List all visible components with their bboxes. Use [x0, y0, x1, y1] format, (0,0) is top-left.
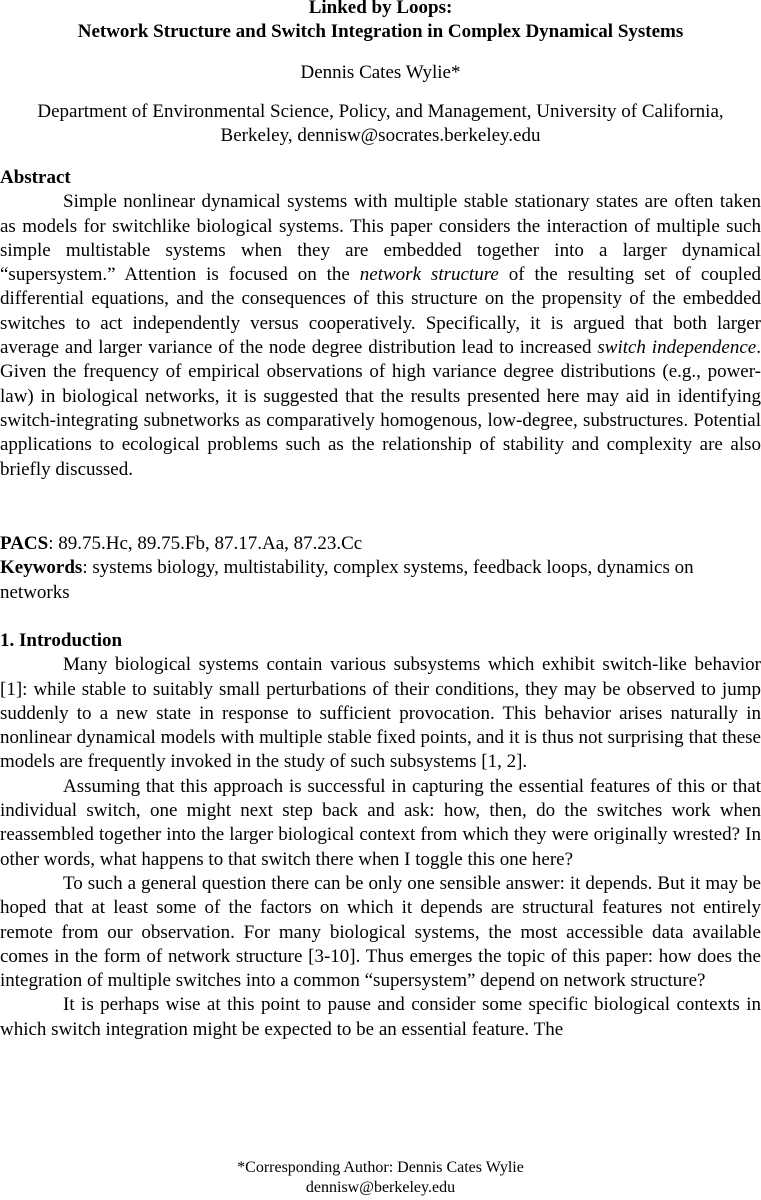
- abstract-section: [0, 166, 761, 482]
- pacs-line: [0, 532, 761, 556]
- footnote-email: dennisw@berkeley.edu: [305, 1179, 456, 1196]
- author-affiliation: Department of Environmental Science, Policy, and Management, University of California, Berkeley, dennisw@socrates.berkeley.edu: [37, 101, 724, 146]
- emphasis-switch-independence: switch independence: [597, 337, 757, 359]
- footnote-author: *Corresponding Author: Dennis Cates Wylie: [237, 1159, 524, 1176]
- intro-paragraph: Assuming that this approach is successful in capturing the essential features of this or that individual switch, one might next step back and ask: how, then, do the switches work when reassembled together into the larger biological context from which they were originally wrested? In other words, what happens to that switch there when I toggle this one here?: [0, 775, 761, 870]
- introduction-section: [0, 629, 761, 1042]
- pacs-value: : 89.75.Hc, 89.75.Fb, 87.17.Aa, 87.23.Cc: [48, 533, 363, 554]
- title-line-2: Network Structure and Switch Integration in Complex Dynamical Systems: [77, 21, 684, 42]
- abstract-text: Simple nonlinear dynamical systems with multiple stable stationary states are often taken as models for switchlike biological systems. This paper considers the interaction of multiple such simple multistable systems when they are embedded together into a larger dynamical “supersystem.” Attention is focused on the network structure of the resulting set of coupled differential equations, and the consequences of this structure on the propensity of the embedded switches to act independently versus cooperatively. Specifically, it is argued that both larger average and larger variance of the node degree distribution lead to increased switch independence. Given the frequency of empirical observations of high variance degree distributions (e.g., power-law) in biological networks, it is suggested that the results presented here may aid in identifying switch-integrating subnetworks as comparatively homogenous, low-degree, substructures. Potential applications to ecological problems such as the relationship of stability and complexity are also briefly discussed.: [0, 191, 761, 480]
- pacs-keywords-section: [0, 532, 761, 605]
- abstract-heading: Abstract: [0, 167, 71, 188]
- keywords-value: : systems biology, multistability, complex systems, feedback loops, dynamics on networks: [0, 557, 694, 603]
- intro-paragraph: It is perhaps wise at this point to pause and consider some specific biological contexts in which switch integration might be expected to be an essential feature. The: [0, 994, 761, 1040]
- pacs-label: PACS: [0, 533, 49, 554]
- author-name: Dennis Cates Wylie*: [300, 62, 461, 83]
- intro-paragraph: Many biological systems contain various subsystems which exhibit switch-like behavior [1]: while stable to suitably small perturbations of their conditions, they may be observed to jump suddenly to a new state in response to sufficient provocation. This behavior arises naturally in nonlinear dynamical models with multiple stable fixed points, and it is thus not surprising that these models are frequently invoked in the study of such subsystems [1, 2].: [0, 654, 761, 773]
- footnote: [0, 1158, 761, 1198]
- keywords-line: [0, 556, 761, 605]
- emphasis-network-structure: network structure: [359, 264, 499, 286]
- introduction-heading: 1. Introduction: [0, 630, 123, 651]
- paper-title: [0, 0, 761, 44]
- title-line-1: Linked by Loops:: [308, 0, 453, 18]
- intro-paragraph: To such a general question there can be only one sensible answer: it depends. But it may be hoped that at least some of the factors on which it depends are structural features not entirely remote from our observation. For many biological systems, the most accessible data available comes in the form of network structure [3-10]. Thus emerges the topic of this paper: how does the integration of multiple switches into a common “supersystem” depend on network structure?: [0, 872, 761, 992]
- keywords-label: Keywords: [0, 557, 83, 579]
